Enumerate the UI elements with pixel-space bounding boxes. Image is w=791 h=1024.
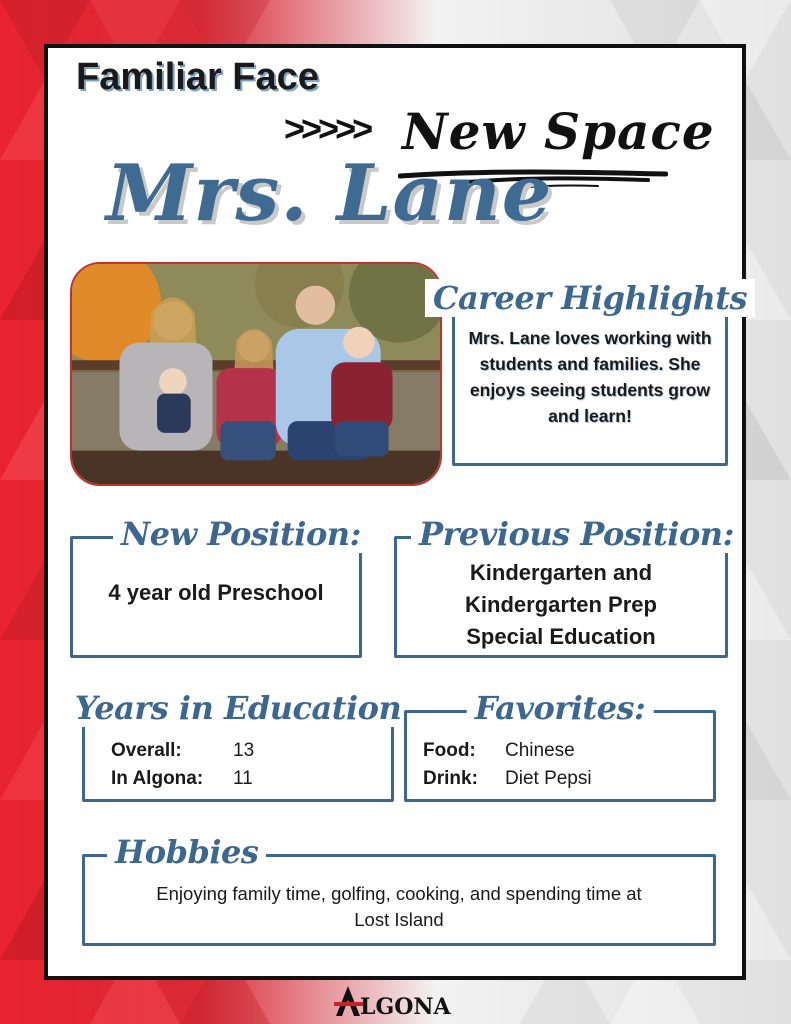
years-in-education-box — [74, 689, 402, 802]
favorites-value: Diet Pepsi — [505, 768, 592, 789]
years-value: 11 — [233, 768, 253, 789]
years-label: In Algona: — [111, 768, 204, 789]
new-position-heading: New Position: — [113, 515, 369, 553]
years-row-overall — [111, 737, 254, 765]
new-position-text: 4 year old Preschool — [108, 580, 324, 605]
previous-position-box — [394, 515, 734, 658]
previous-position-lines — [397, 557, 725, 653]
previous-position-line: Kindergarten Prep — [465, 592, 657, 617]
hobbies-heading: Hobbies — [107, 833, 266, 871]
favorites-box — [404, 689, 716, 802]
favorites-heading: Favorites: — [467, 689, 654, 727]
family-photo — [70, 262, 442, 486]
years-row-algona — [111, 765, 254, 793]
arrows-decoration: >>>>> — [284, 108, 370, 149]
new-position-box — [70, 515, 362, 658]
hobbies-box — [82, 833, 716, 946]
hobbies-text: Enjoying family time, golfing, cooking, and spending time at Lost Island — [156, 883, 642, 930]
career-highlights-box — [432, 279, 748, 466]
previous-position-line: Kindergarten and — [469, 560, 653, 585]
favorites-row-food — [423, 737, 592, 765]
career-highlights-heading: Career Highlights — [425, 279, 755, 317]
career-highlights-text: Mrs. Lane loves working with students and families. She enjoys seeing students grow and learn! — [468, 328, 712, 426]
title-familiar-face: Familiar Face — [76, 56, 319, 98]
teacher-name: Mrs. Lane — [106, 148, 553, 239]
favorites-row-drink — [423, 765, 592, 793]
profile-card — [44, 44, 746, 980]
years-label: Overall: — [111, 740, 182, 761]
previous-position-line: Special Education — [466, 624, 656, 649]
title-new-space: New Space — [402, 102, 715, 161]
years-rows — [111, 737, 254, 793]
previous-position-heading: Previous Position: — [411, 515, 742, 553]
algona-logo — [334, 984, 456, 1018]
favorites-label: Drink: — [423, 768, 478, 789]
years-value: 13 — [233, 740, 255, 761]
years-in-education-heading: Years in Education — [67, 689, 410, 727]
favorites-label: Food: — [423, 740, 476, 761]
favorites-rows — [423, 737, 592, 793]
algona-logo-text: LGONA — [360, 994, 451, 1018]
favorites-value: Chinese — [505, 740, 575, 761]
